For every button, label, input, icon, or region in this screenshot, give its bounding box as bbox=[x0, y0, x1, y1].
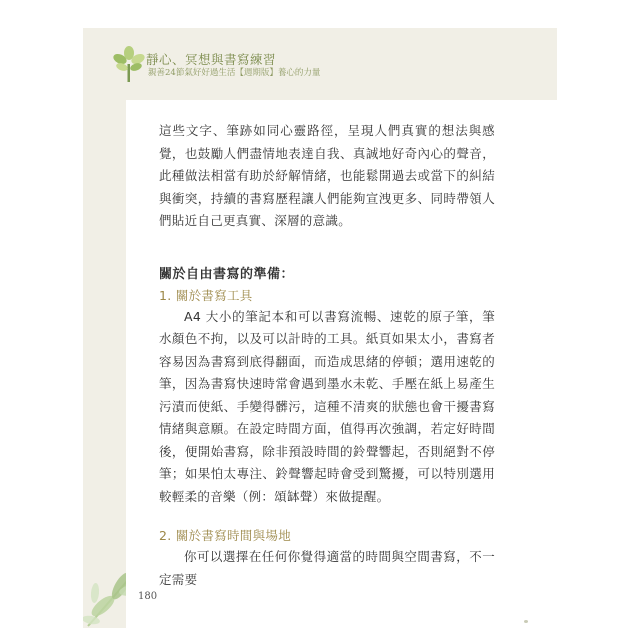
text-panel bbox=[126, 100, 557, 628]
book-page bbox=[83, 28, 557, 628]
subsection-heading-time-place: 2. 關於書寫時間與場地 bbox=[159, 528, 291, 543]
decorative-dot bbox=[524, 620, 528, 623]
subsection-body-time-place: 你可以選擇在任何你覺得適當的時間與空間書寫，不一定需要 bbox=[159, 549, 495, 587]
tree-logo-icon bbox=[112, 46, 146, 84]
intro-paragraph: 這些文字、筆跡如同心靈路徑，呈現人們真實的想法與感覺，也鼓勵人們盡情地表達自我、真誠地好奇內心的聲音，此種做法相當有助於紓解情緒，也能鬆開過去或當下的糾結與衝突，持續的書寫歷程讓人們能夠宣洩更多、同時帶領人們貼近自己更真實、深層的意識。 bbox=[159, 123, 495, 228]
page-number: 180 bbox=[138, 591, 158, 602]
book-subtitle: 親善24節氣好好過生活【週期版】養心的力量 bbox=[148, 68, 321, 78]
subsection-body-tools: A4 大小的筆記本和可以書寫流暢、速乾的原子筆，筆水顏色不拘，以及可以計時的工具。紙頁如果太小，書寫者容易因為書寫到底得翻面，而造成思緒的停頓；選用速乾的筆，因為書寫快速時常會遇到墨水未乾、手壓在紙上易產生污漬而使紙、手變得髒污，這種不清爽的狀態也會干擾書寫情緒與意願。在設定時間方面，值得再次強調，若定好時間後，便開始書寫，除非預設時間的鈴聲響起，否則絕對不停筆；如果怕太專注、鈴聲響起時會受到驚擾，可以特別選用較輕柔的音樂（例：頌缽聲）來做提醒。 bbox=[159, 308, 495, 504]
body-content bbox=[159, 120, 495, 591]
section-heading: 關於自由書寫的準備： bbox=[159, 266, 295, 282]
subsection-heading-tools: 1. 關於書寫工具 bbox=[159, 287, 253, 303]
book-title: 靜心、冥想與書寫練習 bbox=[146, 52, 277, 67]
